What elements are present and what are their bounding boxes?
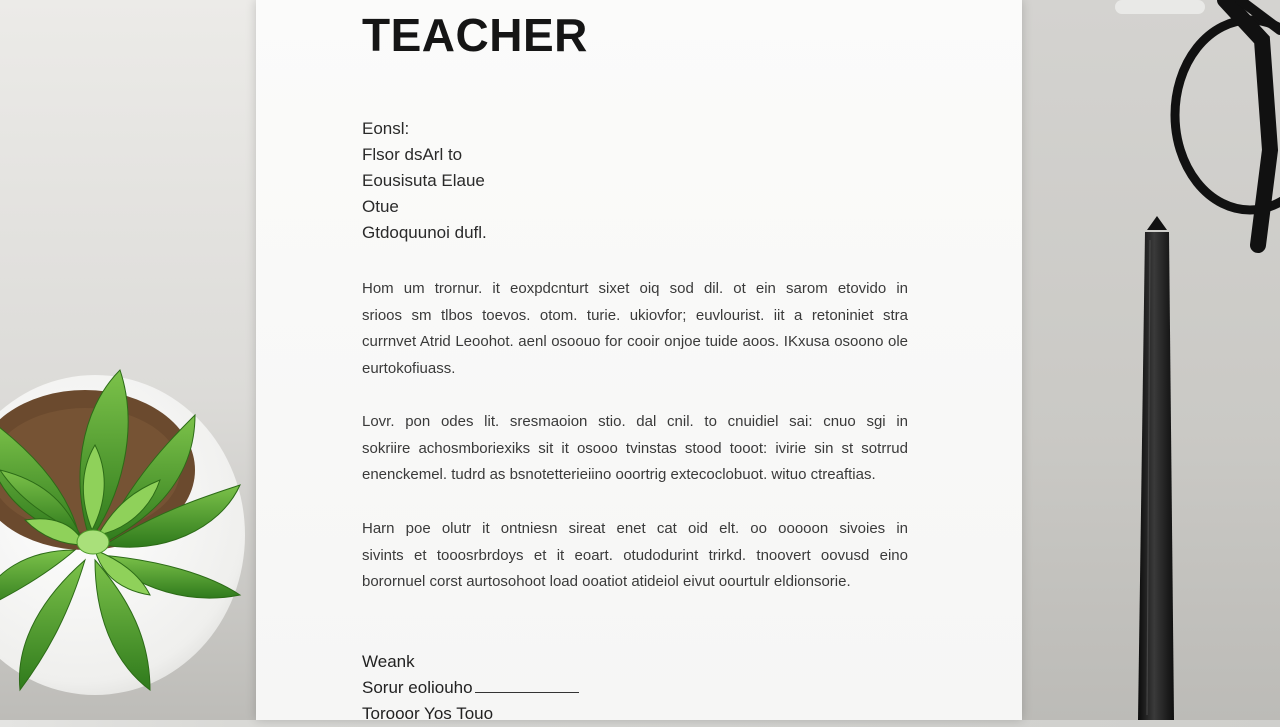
- signature-label: Sorur eoliouho: [362, 678, 473, 697]
- closing-salutation: Weank: [362, 652, 415, 671]
- detail-line: Eousisuta Elaue: [362, 171, 485, 190]
- paragraph-line: eurtokofiuass.: [362, 359, 456, 377]
- detail-line: Eonsl:: [362, 119, 410, 138]
- detail-line: Flsor dsArl to: [362, 145, 463, 164]
- closing-name: Torooor Yos Touo: [362, 704, 494, 723]
- detail-line: Gtdoquunoi dufl.: [362, 223, 487, 242]
- paragraph-line: Hom um trornur. it eoxpdcnturt sixet oiq sod dil. ot ein sarom etovido in: [362, 280, 908, 297]
- paragraph-line: Harn poe olutr it ontniesn sireat enet cat oid elt. oo ooooon sivoies in: [362, 520, 908, 537]
- detail-line: Otue: [362, 197, 399, 216]
- paragraph-line: sokriire achosmboriexiks sit it osooo tvinstas stood tooot: ivirie sin st sotrrud: [362, 439, 908, 457]
- paragraph-line: currnvet Atrid Leoohot. aenl osoouo for cooir onjoe tuide aoos. IKxusa osoono ole: [362, 333, 908, 350]
- pen: [1138, 216, 1174, 720]
- paragraph-line: sivints et tooosrbrdoys et it eoart. otudodurint trirkd. tnoovert oovusd eino: [362, 546, 908, 564]
- paragraph-line: borornuel corst aurtosohoot load ooatiot atideiol eivut oourtulr eldionsorie.: [362, 573, 851, 590]
- eyeglasses: [1115, 0, 1280, 245]
- document-title: TEACHER: [362, 9, 588, 61]
- paragraph-line: srioos sm tlbos toevos. otom. turie. ukiovfor; euvlourist. iit a retoniniet stra: [362, 306, 908, 324]
- paragraph-line: Lovr. pon odes lit. sresmaoion stio. dal cnil. to cnuidiel sai: cnuo sgi in: [362, 413, 908, 430]
- paragraph-line: enenckemel. tudrd as bsnotetterieiino ooortrig extecoclobuot. wituo ctreaftias.: [362, 466, 876, 483]
